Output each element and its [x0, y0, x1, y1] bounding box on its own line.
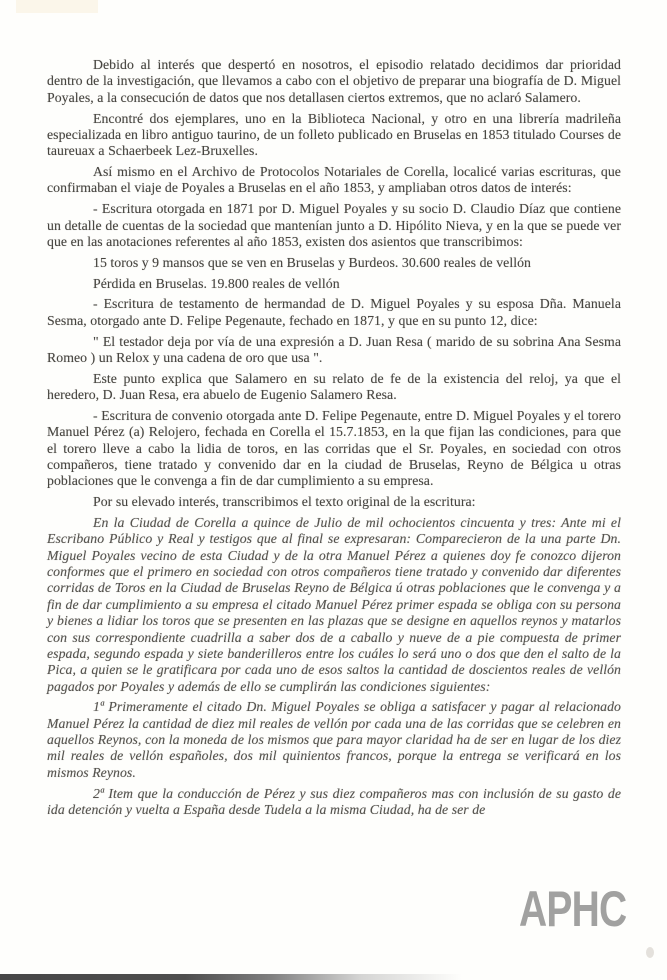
paragraph-escritura-1871: - Escritura otorgada en 1871 por D. Miguel Poyales y su socio D. Claudio Díaz que contiene un detalle de cuentas de la sociedad que mantenían junto a D. Hipólito Nieva, y en la que se puede ver que en las anotaciones referentes al año 1853, existen dos asientos que transcribimos:: [47, 201, 621, 249]
scan-artifact-speck: [646, 947, 654, 958]
paragraph-explicacion-reloj: Este punto explica que Salamero en su relato de fe de la existencia del reloj, ya que el heredero, D. Juan Resa, era abuelo de Eugenio Salamero Resa.: [47, 370, 621, 403]
paragraph-cita-testador: " El testador deja por vía de una expresión a D. Juan Resa ( marido de su sobrina Ana Sesma Romeo ) un Relox y una cadena de oro que usa ".: [47, 333, 621, 365]
paragraph-archivo: Así mismo en el Archivo de Protocolos Notariales de Corella, localicé varias escrituras, que confirmaban el viaje de Poyales a Bruselas en el año 1853, y ampliaban otros datos de interés:: [47, 164, 621, 196]
scan-artifact-bottom-edge: [0, 974, 462, 980]
paragraph-escritura-original: En la Ciudad de Corella a quince de Julio de mil ochocientos cincuenta y tres: Ante mi el Escribano Público y Real y testigos que al final se expresaran: Comparecieron de la una parte Dn. Miguel Poyales vecino de esta Ciudad y de la otra Manuel Pérez a quienes doy fe conozco dijeron conformes que el primero en sociedad con otros compañeros tiene tratado y convenido dar diferentes corridas de Toros en la Ciudad de Bruselas Reyno de Bélgica ú otras poblaciones que le convenga y a fin de dar cumplimiento a su empresa el citado Manuel Pérez primer espada se obliga con su persona y bienes a lidiar los toros que se presenten en las plazas que se designe en aquellos reynos y matarlos con sus correspondiente cuadrilla a saber dos de a caballo y nueve de a pie compuesta de primer espada, segundo espada y siete banderilleros entre los cuáles lo será uno o dos que den el salto de la Pica, a quien se le gratificara por cada uno de esos saltos la cantidad de doscientos reales de vellón pagados por Poyales y además de ello se cumplirán las condiciones siguientes:: [47, 515, 621, 694]
scan-artifact-top-left: [16, 0, 98, 13]
paragraph-escritura-convenio: - Escritura de convenio otorgada ante D. Felipe Pegenaute, entre D. Miguel Poyales y el torero Manuel Pérez (a) Relojero, fechada en Corella el 15.7.1853, en la que fijan las condiciones, para que el torero lleve a cabo la lidia de toros, en las corridas que el Sr. Poyales, en sociedad con otros compañeros, tiene tratado y convenido dar en la ciudad de Bruselas, Reyno de Bélgica u otras poblaciones que le convenga a fin de dar cumplimiento a su empresa.: [47, 408, 621, 489]
paragraph-condicion-primera: 1ª Primeramente el citado Dn. Miguel Poyales se obliga a satisfacer y pagar al relacionado Manuel Pérez la cantidad de diez mil reales de vellón por cada una de las corridas que se celebren en aquellos Reynos, con la moneda de los mismos que para mayor claridad ha de ser en lugar de los diez mil reales de vellón españoles, dos mil quinientos francos, porque la entrega se verificará en los mismos Reynos.: [47, 699, 621, 780]
paragraph-intro: Debido al interés que despertó en nosotros, el episodio relatado decidimos dar prioridad dentro de la investigación, que llevamos a cabo con el objetivo de preparar una biografía de D. Miguel Poyales, a la consecución de datos que nos detallasen ciertos extremos, que no aclaró Salamero.: [47, 57, 621, 105]
aphc-watermark: APHC: [519, 881, 627, 937]
paragraph-transcripcion-intro: Por su elevado interés, transcribimos el texto original de la escritura:: [93, 494, 476, 510]
paragraph-testamento: - Escritura de testamento de hermandad de D. Miguel Poyales y su esposa Dña. Manuela Sesma, otorgado ante D. Felipe Pegenaute, fechado en 1871, y que en su punto 12, dice:: [47, 296, 621, 328]
document-text-block: [47, 57, 621, 823]
ledger-line-perdida: Pérdida en Bruselas. 19.800 reales de vellón: [93, 275, 340, 291]
ledger-line-toros: 15 toros y 9 mansos que se ven en Bruselas y Burdeos. 30.600 reales de vellón: [93, 254, 531, 270]
paragraph-condicion-segunda: 2ª Item que la conducción de Pérez y sus diez compañeros mas con inclusión de su gasto de ida detención y vuelta a España desde Tudela a la misma Ciudad, ha de ser de: [47, 785, 621, 817]
paragraph-ejemplares: Encontré dos ejemplares, uno en la Biblioteca Nacional, y otro en una librería madrileña especializada en libro antiguo taurino, de un folleto publicado en Bruselas en 1853 titulado Courses de taureuax a Schaerbeek Lez-Bruxelles.: [47, 110, 621, 159]
